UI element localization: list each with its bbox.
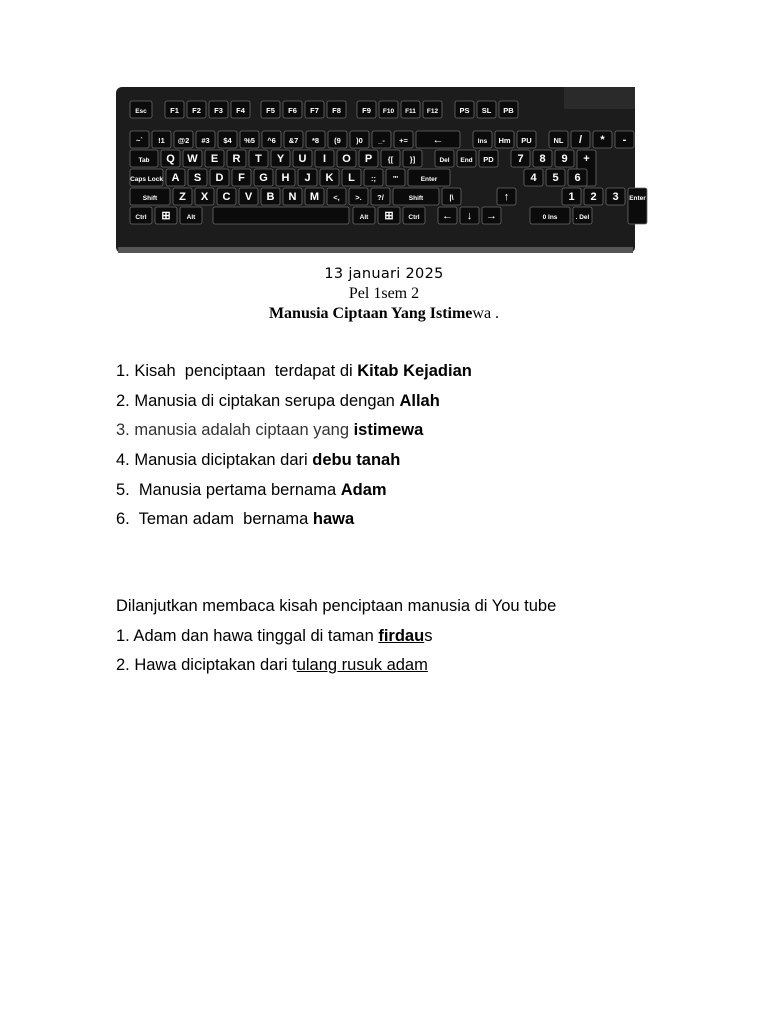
svg-text:P: P — [364, 153, 373, 165]
keyboard-key — [232, 169, 251, 186]
keyboard-key — [357, 101, 376, 118]
svg-text:⊞: ⊞ — [384, 210, 394, 222]
svg-text:F3: F3 — [214, 106, 223, 115]
svg-text:{[: {[ — [387, 155, 394, 164]
svg-text:PS: PS — [459, 106, 470, 115]
svg-text:*: * — [600, 134, 605, 146]
keyboard-key — [584, 188, 603, 205]
keyboard-key — [524, 169, 543, 186]
list-item-text: 5. Manusia pertama bernama — [116, 481, 341, 499]
keyboard-key — [130, 150, 158, 167]
keyboard-key — [166, 169, 185, 186]
keyboard-key — [284, 131, 303, 148]
svg-text:K: K — [325, 172, 334, 184]
svg-text:F7: F7 — [310, 106, 319, 115]
keyboard-key — [479, 150, 498, 167]
svg-text:Caps Lock: Caps Lock — [130, 176, 163, 183]
svg-text:V: V — [244, 191, 253, 203]
svg-text:. Del: . Del — [575, 214, 590, 221]
list-item — [116, 421, 423, 440]
svg-text:>.: >. — [355, 193, 362, 202]
svg-text:J: J — [304, 172, 311, 184]
keyboard-key — [305, 101, 324, 118]
svg-text:-: - — [622, 134, 627, 146]
svg-text:@2: @2 — [177, 136, 190, 145]
keyboard-key — [130, 169, 163, 186]
svg-text:M: M — [309, 191, 320, 203]
svg-text:Enter: Enter — [420, 176, 438, 183]
keyboard-key — [231, 101, 250, 118]
svg-text:I: I — [322, 153, 327, 165]
svg-text:_-: _- — [378, 136, 385, 145]
keyboard-key — [180, 207, 202, 224]
svg-text:↓: ↓ — [466, 210, 473, 222]
svg-text:Z: Z — [179, 191, 186, 203]
keyboard-key — [457, 150, 476, 167]
keyboard-key — [593, 131, 612, 148]
svg-text:F8: F8 — [332, 106, 341, 115]
list-item — [116, 627, 432, 646]
keyboard-key — [283, 188, 302, 205]
svg-text:?/: ?/ — [377, 193, 384, 202]
keyboard-key — [271, 150, 290, 167]
svg-text:F11: F11 — [405, 108, 416, 115]
keyboard-key — [327, 101, 346, 118]
page-title — [0, 305, 768, 323]
svg-text:+: + — [583, 153, 590, 165]
keyboard-key — [320, 169, 339, 186]
svg-text:Ins: Ins — [477, 138, 488, 145]
list-item — [116, 481, 387, 500]
keyboard-key — [327, 188, 346, 205]
keyboard-key — [249, 150, 268, 167]
svg-text:~`: ~` — [136, 136, 143, 145]
svg-text:Tab: Tab — [138, 157, 150, 164]
list-item-text: 4. Manusia diciptakan dari — [116, 451, 313, 469]
svg-text:(9: (9 — [334, 136, 341, 145]
keyboard-key — [262, 131, 281, 148]
keyboard-key — [379, 101, 398, 118]
svg-text:T: T — [255, 153, 262, 165]
svg-text:1: 1 — [568, 191, 575, 203]
keyboard-key — [549, 131, 568, 148]
svg-text:F6: F6 — [288, 106, 297, 115]
keyboard-key — [455, 101, 474, 118]
keyboard-key — [240, 131, 259, 148]
keyboard-key — [130, 207, 152, 224]
keyboard-key — [416, 131, 460, 148]
keyboard-key — [328, 131, 347, 148]
keyboard-key — [460, 207, 479, 224]
svg-text:F9: F9 — [362, 106, 371, 115]
keyboard-key — [188, 169, 207, 186]
svg-text:2: 2 — [590, 191, 597, 203]
list-item-underline: ulang rusuk adam — [296, 656, 428, 674]
keyboard-key — [261, 101, 280, 118]
keyboard-key — [165, 101, 184, 118]
keyboard-key — [381, 150, 400, 167]
svg-text:6: 6 — [574, 172, 581, 184]
keyboard-key — [195, 188, 214, 205]
keyboard-key — [155, 207, 177, 224]
list-item — [116, 392, 440, 411]
keyboard-key — [217, 188, 236, 205]
svg-text:!1: !1 — [158, 136, 165, 145]
svg-text:F10: F10 — [382, 108, 395, 115]
date-line: 13 januari 2025 — [324, 266, 444, 282]
list-item-bold: istimewa — [353, 421, 424, 439]
svg-text:D: D — [215, 172, 224, 184]
svg-text:N: N — [288, 191, 297, 203]
svg-text:H: H — [281, 172, 290, 184]
keyboard-key — [495, 131, 514, 148]
keyboard-key — [533, 150, 552, 167]
keyboard-key — [497, 188, 516, 205]
svg-text:F5: F5 — [266, 106, 275, 115]
list-item-text: 6. Teman adam bernama — [116, 510, 313, 528]
svg-text:L: L — [348, 172, 355, 184]
svg-text:X: X — [200, 191, 209, 203]
keyboard-key — [393, 188, 439, 205]
keyboard-key — [239, 188, 258, 205]
svg-text:SL: SL — [481, 106, 492, 115]
keyboard-key — [568, 169, 587, 186]
svg-text:Ctrl: Ctrl — [408, 214, 420, 221]
keyboard-key — [306, 131, 325, 148]
svg-text:/: / — [578, 134, 583, 146]
svg-text:9: 9 — [561, 153, 568, 165]
svg-text::;: :; — [371, 174, 376, 183]
keyboard-key — [196, 131, 215, 148]
svg-text:7: 7 — [517, 153, 524, 165]
keyboard-key — [571, 131, 590, 148]
keyboard-key — [205, 150, 224, 167]
svg-text:Alt: Alt — [359, 214, 369, 221]
list-item-text: 2. Manusia di ciptakan serupa dengan — [116, 392, 400, 410]
keyboard-key — [401, 101, 420, 118]
svg-text:#3: #3 — [201, 136, 210, 145]
list-item — [116, 451, 400, 470]
list-item — [116, 656, 428, 675]
keyboard-key — [546, 169, 565, 186]
svg-text:|\: |\ — [449, 193, 454, 202]
keyboard-key — [353, 207, 375, 224]
keyboard-key — [130, 188, 170, 205]
keyboard-key — [423, 101, 442, 118]
title-rest-part: wa . — [472, 305, 500, 322]
list-item-text: 3. manusia adalah ciptaan yang — [116, 421, 354, 439]
svg-text:0 Ins: 0 Ins — [542, 214, 558, 221]
keyboard-key — [573, 207, 592, 224]
svg-text:3: 3 — [612, 191, 619, 203]
keyboard-key — [562, 188, 581, 205]
svg-text:↑: ↑ — [503, 191, 510, 203]
keyboard-key — [130, 101, 152, 118]
keyboard-key — [442, 188, 461, 205]
svg-text:⊞: ⊞ — [161, 210, 171, 222]
svg-text:&7: &7 — [288, 136, 299, 145]
keyboard-key — [210, 169, 229, 186]
svg-text:+=: += — [399, 136, 408, 145]
svg-text:*8: *8 — [311, 136, 320, 145]
keyboard-key — [261, 188, 280, 205]
svg-text:PD: PD — [483, 155, 494, 164]
keyboard-key — [403, 150, 422, 167]
svg-text:O: O — [342, 153, 351, 165]
keyboard-key — [606, 188, 625, 205]
svg-text:B: B — [266, 191, 275, 203]
list-item-bold: Allah — [399, 392, 440, 410]
keyboard-key — [349, 188, 368, 205]
keyboard-key — [174, 131, 193, 148]
list-item — [116, 362, 472, 381]
keyboard-key — [337, 150, 356, 167]
svg-text:F1: F1 — [170, 106, 179, 115]
list-item-bold: Adam — [340, 481, 387, 499]
keyboard-key — [435, 150, 454, 167]
svg-text:%5: %5 — [244, 136, 255, 145]
list-item-bold: hawa — [312, 510, 355, 528]
svg-text:Esc: Esc — [135, 108, 147, 115]
keyboard-key — [517, 131, 536, 148]
svg-text:$4: $4 — [223, 136, 232, 145]
keyboard-key — [555, 150, 574, 167]
keyboard-key — [628, 188, 647, 224]
keyboard-key — [364, 169, 383, 186]
svg-text:NL: NL — [553, 136, 564, 145]
svg-text:5: 5 — [552, 172, 559, 184]
list-item — [116, 510, 354, 529]
svg-text:4: 4 — [530, 172, 537, 184]
keyboard-key — [408, 169, 450, 186]
list-item-text: s — [424, 627, 433, 645]
keyboard-key — [350, 131, 369, 148]
svg-text:}]: }] — [409, 155, 416, 164]
svg-text:S: S — [193, 172, 202, 184]
keyboard-key — [473, 131, 492, 148]
svg-text:W: W — [187, 153, 198, 165]
svg-text:→: → — [486, 210, 497, 222]
keyboard-key — [511, 150, 530, 167]
svg-text:PB: PB — [503, 106, 514, 115]
svg-text:Ctrl: Ctrl — [135, 214, 147, 221]
keyboard-key — [394, 131, 413, 148]
keyboard-key — [187, 101, 206, 118]
keyboard-key — [386, 169, 405, 186]
svg-text:Alt: Alt — [186, 214, 196, 221]
keyboard-key — [342, 169, 361, 186]
svg-text:)0: )0 — [356, 136, 363, 145]
list-item-bold-underline: firdau — [378, 627, 425, 645]
list-item-text: 2. Hawa diciptakan dari t — [116, 656, 297, 674]
keyboard-key — [283, 101, 302, 118]
svg-text:F: F — [238, 172, 245, 184]
lesson-subtitle: Pel 1sem 2 — [348, 285, 420, 302]
keyboard-key — [298, 169, 317, 186]
keyboard-key — [499, 101, 518, 118]
title-bold-part: Manusia Ciptaan Yang Istime — [268, 305, 473, 322]
keyboard-key — [482, 207, 501, 224]
svg-text:G: G — [259, 172, 268, 184]
svg-text:"': "' — [392, 174, 399, 183]
keyboard-key — [183, 150, 202, 167]
svg-text:U: U — [298, 153, 307, 165]
svg-text:Enter: Enter — [629, 195, 646, 202]
keyboard-key — [276, 169, 295, 186]
keyboard-key — [615, 131, 634, 148]
svg-text:Hm: Hm — [498, 136, 511, 145]
svg-text:Y: Y — [276, 153, 285, 165]
keyboard-key — [293, 150, 312, 167]
svg-text:Shift: Shift — [142, 195, 158, 202]
svg-text:^6: ^6 — [267, 136, 276, 145]
section-intro: Dilanjutkan membaca kisah penciptaan manusia di You tube — [116, 597, 557, 615]
keyboard-key — [209, 101, 228, 118]
keyboard-key — [371, 188, 390, 205]
svg-text:Del: Del — [439, 157, 450, 164]
keyboard-key — [477, 101, 496, 118]
svg-text:PU: PU — [521, 136, 532, 145]
keyboard-key — [403, 207, 425, 224]
svg-text:R: R — [232, 153, 241, 165]
keyboard-key — [372, 131, 391, 148]
keyboard-image — [116, 87, 646, 253]
keyboard-key — [315, 150, 334, 167]
list-item-text: 1. Kisah penciptaan terdapat di — [116, 362, 358, 380]
keyboard-key — [378, 207, 400, 224]
keyboard-key — [152, 131, 171, 148]
svg-text:←: ← — [442, 210, 453, 222]
svg-text:C: C — [222, 191, 231, 203]
svg-text:E: E — [210, 153, 219, 165]
svg-text:F2: F2 — [192, 106, 201, 115]
list-item-bold: debu tanah — [312, 451, 401, 469]
keyboard-key — [218, 131, 237, 148]
keyboard-key — [359, 150, 378, 167]
keyboard-key — [254, 169, 273, 186]
svg-text:Shift: Shift — [408, 195, 424, 202]
keyboard-key — [227, 150, 246, 167]
keyboard-key — [130, 131, 149, 148]
svg-text:A: A — [171, 172, 180, 184]
keyboard-key — [173, 188, 192, 205]
svg-text:F4: F4 — [236, 106, 245, 115]
svg-text:<,: <, — [333, 193, 340, 202]
svg-text:End: End — [460, 157, 473, 164]
svg-text:←: ← — [432, 134, 444, 146]
svg-text:Q: Q — [166, 153, 175, 165]
keyboard-key — [530, 207, 570, 224]
keyboard-key — [305, 188, 324, 205]
svg-text:8: 8 — [539, 153, 546, 165]
list-item-bold: Kitab Kejadian — [357, 362, 472, 380]
keyboard-key — [161, 150, 180, 167]
keyboard-key — [438, 207, 457, 224]
list-item-text: 1. Adam dan hawa tinggal di taman — [116, 627, 379, 645]
space-bar-key — [213, 207, 349, 224]
svg-text:F12: F12 — [426, 108, 439, 115]
